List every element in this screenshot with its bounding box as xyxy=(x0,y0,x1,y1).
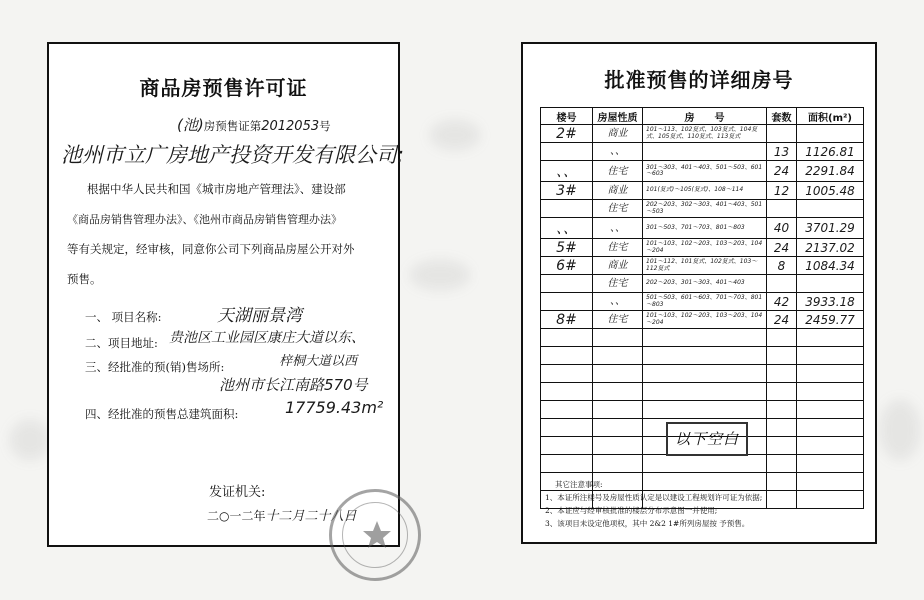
cell-area xyxy=(797,401,864,419)
project-name-label: 一、 项目名称: xyxy=(85,310,162,324)
cell-area: 3933.18 xyxy=(797,293,864,311)
cell-building xyxy=(541,437,593,455)
table-row xyxy=(541,365,864,383)
cell-building xyxy=(541,293,593,311)
cell-nature: 、、 xyxy=(593,293,643,311)
project-name-value: 天湖丽景湾 xyxy=(217,306,302,326)
cell-building xyxy=(541,401,593,419)
table-row xyxy=(541,311,864,329)
cell-nature xyxy=(593,329,643,347)
cell-area xyxy=(797,455,864,473)
cell-building xyxy=(541,200,593,218)
cell-rooms xyxy=(643,347,767,365)
body-line: 预售。 xyxy=(67,272,102,286)
cell-building: 8# xyxy=(541,311,593,329)
cell-building: 6# xyxy=(541,257,593,275)
cell-units: 8 xyxy=(767,257,797,275)
cell-nature: 商业 xyxy=(593,125,643,143)
detail-title: 批准预售的详细房号 xyxy=(604,68,794,92)
header-area: 面积(m²) xyxy=(797,108,864,125)
company-name: 池州市立广房地产投资开发有限公司: xyxy=(61,143,405,167)
issuer-label: 发证机关: xyxy=(209,485,266,500)
cell-area: 1005.48 xyxy=(797,182,864,200)
sales-place-label: 三、经批准的预(销)售场所: xyxy=(85,360,225,374)
note-item: 2、本证应与经审核批准的楼层分布示意图一并使用; xyxy=(545,506,718,515)
cell-rooms xyxy=(643,365,767,383)
table-row xyxy=(541,200,864,218)
cell-units xyxy=(767,347,797,365)
cell-nature: 住宅 xyxy=(593,311,643,329)
project-address-value: 贵池区工业园区康庄大道以东、 xyxy=(169,330,365,346)
cell-building xyxy=(541,347,593,365)
cell-nature xyxy=(593,419,643,437)
body-line: 等有关规定，经审核，同意你公司下列商品房屋公开对外 xyxy=(67,242,355,256)
table-row xyxy=(541,161,864,182)
cell-units xyxy=(767,275,797,293)
note-item: 3、该项目未设定他项权，其中 2&2 1#所列房屋按 予预售。 xyxy=(545,519,750,528)
cell-units: 12 xyxy=(767,182,797,200)
header-units: 套数 xyxy=(767,108,797,125)
cell-building xyxy=(541,419,593,437)
cell-rooms: 501～503、601～603、701～703、801～803 xyxy=(643,293,767,311)
cell-rooms: 101～103、102～203、103～203、104～204 xyxy=(643,311,767,329)
cell-units: 24 xyxy=(767,239,797,257)
cell-nature xyxy=(593,347,643,365)
cell-area: 2137.02 xyxy=(797,239,864,257)
cell-building xyxy=(541,455,593,473)
cell-units: 24 xyxy=(767,311,797,329)
header-rooms: 房 号 xyxy=(643,108,767,125)
cert-number-line xyxy=(177,114,331,135)
table-row xyxy=(541,239,864,257)
cell-area xyxy=(797,419,864,437)
body-line: 根据中华人民共和国《城市房地产管理法》、建设部 xyxy=(87,182,346,196)
body-line: 《商品房销售管理办法》、《池州市商品房销售管理办法》 xyxy=(67,213,342,226)
cell-building xyxy=(541,275,593,293)
cell-units: 40 xyxy=(767,218,797,239)
cell-nature: 住宅 xyxy=(593,200,643,218)
cell-rooms: 301～503、701～703、801～803 xyxy=(643,218,767,239)
header-nature: 房屋性质 xyxy=(593,108,643,125)
cell-rooms: 301～303、401～403、501～503、601～603 xyxy=(643,161,767,182)
cell-rooms: 101～103、102～203、103～203、104～204 xyxy=(643,239,767,257)
date-value: 十二月二十八日 xyxy=(265,509,357,524)
presale-permit-page xyxy=(47,42,405,547)
cell-area: 2291.84 xyxy=(797,161,864,182)
cell-area xyxy=(797,365,864,383)
cell-units xyxy=(767,419,797,437)
cell-nature: 住宅 xyxy=(593,161,643,182)
blank-below-stamp: 以下空白 xyxy=(666,422,748,456)
cert-suffix: 号 xyxy=(319,119,331,133)
table-row xyxy=(541,383,864,401)
cell-building: 5# xyxy=(541,239,593,257)
cell-nature: 、、 xyxy=(593,218,643,239)
cell-area xyxy=(797,347,864,365)
cell-rooms: 202～203、301～303、401～403 xyxy=(643,275,767,293)
notes-title: 其它注意事项: xyxy=(555,480,603,489)
cell-nature: 住宅 xyxy=(593,239,643,257)
cell-units: 24 xyxy=(767,161,797,182)
permit-title: 商品房预售许可证 xyxy=(139,76,308,100)
cell-area xyxy=(797,329,864,347)
cell-nature: 商业 xyxy=(593,257,643,275)
table-row xyxy=(541,218,864,239)
cert-label: 房预售证第 xyxy=(203,119,262,133)
cell-units xyxy=(767,125,797,143)
table-row xyxy=(541,455,864,473)
cell-area xyxy=(797,275,864,293)
cell-rooms: 101～112、101复式、102复式、103～112复式 xyxy=(643,257,767,275)
cell-units xyxy=(767,401,797,419)
cell-nature xyxy=(593,401,643,419)
cell-nature: 住宅 xyxy=(593,275,643,293)
total-area-value: 17759.43m² xyxy=(285,398,384,417)
cell-units: 42 xyxy=(767,293,797,311)
table-row xyxy=(541,182,864,200)
cell-nature: 商业 xyxy=(593,182,643,200)
scan-smudge xyxy=(10,420,50,460)
cell-rooms xyxy=(643,143,767,161)
cell-area: 1084.34 xyxy=(797,257,864,275)
cell-units: 13 xyxy=(767,143,797,161)
table-row xyxy=(541,275,864,293)
date-prefix: 二○一二年 xyxy=(207,509,266,523)
cell-area: 1126.81 xyxy=(797,143,864,161)
cell-rooms: 101～113、102复式、103复式、104复式、105复式、110复式、113复式 xyxy=(643,125,767,143)
table-row xyxy=(541,293,864,311)
table-row xyxy=(541,125,864,143)
cell-rooms xyxy=(643,455,767,473)
cell-area xyxy=(797,383,864,401)
cell-nature xyxy=(593,365,643,383)
note-item: 1、本证所注楼号及房屋性质认定是以建设工程规划许可证为依据; xyxy=(545,493,763,502)
cell-rooms: 101(复式)～105(复式)、108～114 xyxy=(643,182,767,200)
cell-nature: 、、 xyxy=(593,143,643,161)
project-address-value-2: 梓桐大道以西 xyxy=(279,354,358,369)
seal-star-icon xyxy=(362,520,392,550)
cell-units xyxy=(767,437,797,455)
cell-area: 2459.77 xyxy=(797,311,864,329)
cell-nature xyxy=(593,455,643,473)
header-building: 楼号 xyxy=(541,108,593,125)
sales-place-value: 池州市长江南路570号 xyxy=(219,376,368,394)
cell-rooms: 202～203、302～303、401～403、501～503 xyxy=(643,200,767,218)
notes-section xyxy=(545,478,865,530)
cell-units xyxy=(767,383,797,401)
table-row xyxy=(541,143,864,161)
cell-building: 、、 xyxy=(541,161,593,182)
cell-building xyxy=(541,365,593,383)
cell-units xyxy=(767,329,797,347)
cell-area xyxy=(797,200,864,218)
project-address-label: 二、项目地址: xyxy=(85,336,158,350)
table-row xyxy=(541,401,864,419)
official-seal xyxy=(329,489,421,581)
cell-building xyxy=(541,329,593,347)
cell-building xyxy=(541,383,593,401)
table-header-row xyxy=(541,108,864,125)
table-row xyxy=(541,329,864,347)
cell-nature xyxy=(593,383,643,401)
cell-nature xyxy=(593,437,643,455)
cell-rooms xyxy=(643,401,767,419)
table-row xyxy=(541,347,864,365)
cert-no: 2012053 xyxy=(261,119,320,134)
scan-smudge xyxy=(410,260,470,290)
scan-smudge xyxy=(430,120,480,150)
cell-building: 2# xyxy=(541,125,593,143)
cell-units xyxy=(767,455,797,473)
cert-prefix: (池) xyxy=(177,116,204,134)
table-row xyxy=(541,257,864,275)
cell-building xyxy=(541,143,593,161)
cell-area: 3701.29 xyxy=(797,218,864,239)
cell-units xyxy=(767,200,797,218)
cell-building: 3# xyxy=(541,182,593,200)
cell-rooms xyxy=(643,383,767,401)
cell-area xyxy=(797,437,864,455)
cell-area xyxy=(797,125,864,143)
cell-building: 、、 xyxy=(541,218,593,239)
room-detail-page xyxy=(521,42,877,544)
scan-smudge xyxy=(880,400,920,460)
cell-units xyxy=(767,365,797,383)
cell-rooms xyxy=(643,329,767,347)
total-area-label: 四、经批准的预售总建筑面积: xyxy=(85,407,239,421)
